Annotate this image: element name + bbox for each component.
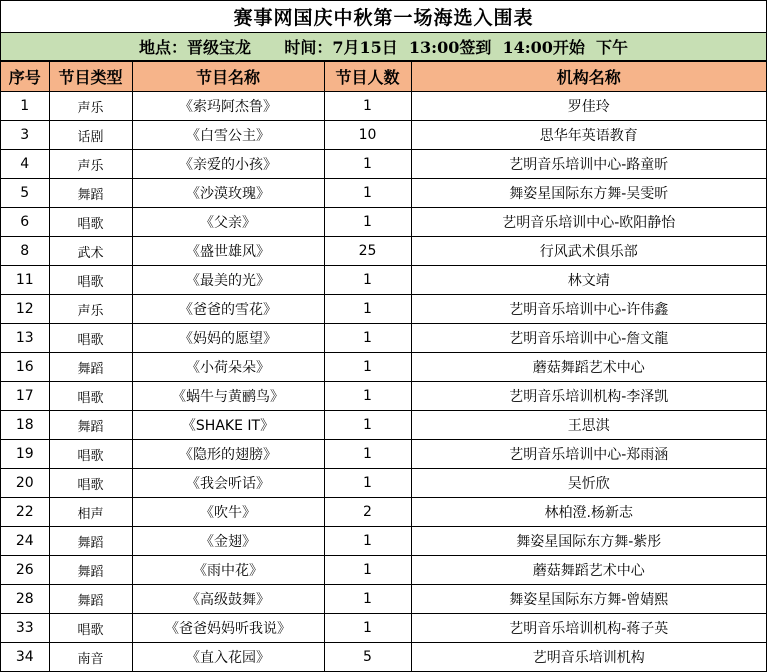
table-row bbox=[1, 353, 766, 382]
cell-program-name: 《白雪公主》 bbox=[132, 121, 324, 150]
cell-org: 王思淇 bbox=[411, 411, 766, 440]
cell-count: 1 bbox=[324, 440, 411, 469]
cell-org: 舞姿星国际东方舞-吴雯昕 bbox=[411, 179, 766, 208]
cell-program-name: 《金翅》 bbox=[132, 527, 324, 556]
cell-no: 8 bbox=[1, 237, 49, 266]
cell-no: 34 bbox=[1, 643, 49, 672]
cell-type: 唱歌 bbox=[49, 208, 132, 237]
table-row bbox=[1, 179, 766, 208]
table-row bbox=[1, 440, 766, 469]
cell-org: 艺明音乐培训机构-李泽凯 bbox=[411, 382, 766, 411]
cell-program-name: 《父亲》 bbox=[132, 208, 324, 237]
cell-program-name: 《吹牛》 bbox=[132, 498, 324, 527]
cell-org: 艺明音乐培训机构-蒋子英 bbox=[411, 614, 766, 643]
cell-org: 林柏澄.杨新志 bbox=[411, 498, 766, 527]
cell-program-name: 《沙漠玫瑰》 bbox=[132, 179, 324, 208]
cell-org: 舞姿星国际东方舞-曾婧熙 bbox=[411, 585, 766, 614]
cell-org: 行风武术俱乐部 bbox=[411, 237, 766, 266]
cell-no: 1 bbox=[1, 92, 49, 121]
cell-org: 艺明音乐培训中心-詹文龍 bbox=[411, 324, 766, 353]
cell-count: 1 bbox=[324, 585, 411, 614]
cell-program-name: 《爸爸妈妈听我说》 bbox=[132, 614, 324, 643]
header-no: 序号 bbox=[1, 62, 49, 92]
cell-org: 林文靖 bbox=[411, 266, 766, 295]
cell-org: 蘑菇舞蹈艺术中心 bbox=[411, 556, 766, 585]
cell-program-name: 《爸爸的雪花》 bbox=[132, 295, 324, 324]
cell-program-name: 《高级鼓舞》 bbox=[132, 585, 324, 614]
title-row bbox=[1, 1, 766, 33]
cell-program-name: 《蜗牛与黄鹂鸟》 bbox=[132, 382, 324, 411]
table-row bbox=[1, 382, 766, 411]
table-row bbox=[1, 614, 766, 643]
cell-count: 2 bbox=[324, 498, 411, 527]
table-row bbox=[1, 324, 766, 353]
table-row bbox=[1, 266, 766, 295]
cell-type: 唱歌 bbox=[49, 266, 132, 295]
header-org: 机构名称 bbox=[411, 62, 766, 92]
cell-type: 武术 bbox=[49, 237, 132, 266]
cell-program-name: 《亲爱的小孩》 bbox=[132, 150, 324, 179]
cell-program-name: 《我会听话》 bbox=[132, 469, 324, 498]
info-row bbox=[1, 33, 766, 61]
header-row bbox=[1, 62, 766, 92]
cell-program-name: 《索玛阿杰鲁》 bbox=[132, 92, 324, 121]
header-count: 节目人数 bbox=[324, 62, 411, 92]
cell-count: 1 bbox=[324, 208, 411, 237]
cell-no: 18 bbox=[1, 411, 49, 440]
cell-count: 1 bbox=[324, 92, 411, 121]
cell-count: 1 bbox=[324, 353, 411, 382]
cell-type: 声乐 bbox=[49, 92, 132, 121]
cell-org: 思华年英语教育 bbox=[411, 121, 766, 150]
table-row bbox=[1, 585, 766, 614]
cell-no: 20 bbox=[1, 469, 49, 498]
cell-no: 13 bbox=[1, 324, 49, 353]
table-row bbox=[1, 150, 766, 179]
cell-no: 16 bbox=[1, 353, 49, 382]
cell-no: 11 bbox=[1, 266, 49, 295]
cell-program-name: 《盛世雄风》 bbox=[132, 237, 324, 266]
cell-type: 声乐 bbox=[49, 150, 132, 179]
sheet-title: 赛事网国庆中秋第一场海选入围表 bbox=[233, 7, 534, 29]
table-row bbox=[1, 121, 766, 150]
cell-program-name: 《妈妈的愿望》 bbox=[132, 324, 324, 353]
cell-count: 1 bbox=[324, 150, 411, 179]
cell-no: 24 bbox=[1, 527, 49, 556]
cell-type: 舞蹈 bbox=[49, 353, 132, 382]
cell-count: 1 bbox=[324, 382, 411, 411]
table-row bbox=[1, 527, 766, 556]
cell-count: 1 bbox=[324, 614, 411, 643]
cell-type: 舞蹈 bbox=[49, 179, 132, 208]
table-row bbox=[1, 237, 766, 266]
cell-type: 舞蹈 bbox=[49, 411, 132, 440]
cell-count: 1 bbox=[324, 527, 411, 556]
cell-program-name: 《小荷朵朵》 bbox=[132, 353, 324, 382]
header-type: 节目类型 bbox=[49, 62, 132, 92]
cell-no: 17 bbox=[1, 382, 49, 411]
cell-no: 33 bbox=[1, 614, 49, 643]
table-row bbox=[1, 469, 766, 498]
cell-count: 1 bbox=[324, 469, 411, 498]
cell-type: 唱歌 bbox=[49, 382, 132, 411]
cell-count: 5 bbox=[324, 643, 411, 672]
cell-count: 1 bbox=[324, 556, 411, 585]
cell-count: 1 bbox=[324, 411, 411, 440]
cell-type: 舞蹈 bbox=[49, 527, 132, 556]
table-row bbox=[1, 295, 766, 324]
shortlist-table bbox=[1, 61, 766, 672]
cell-no: 3 bbox=[1, 121, 49, 150]
cell-count: 1 bbox=[324, 324, 411, 353]
cell-type: 相声 bbox=[49, 498, 132, 527]
cell-program-name: 《直入花园》 bbox=[132, 643, 324, 672]
cell-no: 4 bbox=[1, 150, 49, 179]
cell-org: 艺明音乐培训机构 bbox=[411, 643, 766, 672]
cell-count: 1 bbox=[324, 295, 411, 324]
cell-org: 艺明音乐培训中心-郑雨涵 bbox=[411, 440, 766, 469]
cell-no: 5 bbox=[1, 179, 49, 208]
cell-type: 南音 bbox=[49, 643, 132, 672]
cell-org: 蘑菇舞蹈艺术中心 bbox=[411, 353, 766, 382]
cell-org: 吴忻欣 bbox=[411, 469, 766, 498]
cell-program-name: 《SHAKE IT》 bbox=[132, 411, 324, 440]
cell-org: 罗佳玲 bbox=[411, 92, 766, 121]
cell-no: 6 bbox=[1, 208, 49, 237]
cell-type: 声乐 bbox=[49, 295, 132, 324]
cell-org: 艺明音乐培训中心-许伟鑫 bbox=[411, 295, 766, 324]
cell-no: 12 bbox=[1, 295, 49, 324]
cell-type: 话剧 bbox=[49, 121, 132, 150]
cell-no: 22 bbox=[1, 498, 49, 527]
cell-count: 1 bbox=[324, 266, 411, 295]
cell-type: 唱歌 bbox=[49, 324, 132, 353]
cell-no: 28 bbox=[1, 585, 49, 614]
cell-count: 1 bbox=[324, 179, 411, 208]
cell-type: 舞蹈 bbox=[49, 556, 132, 585]
cell-program-name: 《雨中花》 bbox=[132, 556, 324, 585]
table-row bbox=[1, 498, 766, 527]
cell-type: 舞蹈 bbox=[49, 585, 132, 614]
cell-no: 26 bbox=[1, 556, 49, 585]
cell-type: 唱歌 bbox=[49, 469, 132, 498]
cell-no: 19 bbox=[1, 440, 49, 469]
cell-type: 唱歌 bbox=[49, 440, 132, 469]
cell-count: 25 bbox=[324, 237, 411, 266]
cell-program-name: 《最美的光》 bbox=[132, 266, 324, 295]
cell-type: 唱歌 bbox=[49, 614, 132, 643]
table-row bbox=[1, 643, 766, 672]
header-name: 节目名称 bbox=[132, 62, 324, 92]
cell-org: 艺明音乐培训中心-路童昕 bbox=[411, 150, 766, 179]
table-row bbox=[1, 208, 766, 237]
table-row bbox=[1, 92, 766, 121]
table-row bbox=[1, 556, 766, 585]
cell-org: 艺明音乐培训中心-欧阳静怡 bbox=[411, 208, 766, 237]
cell-program-name: 《隐形的翅膀》 bbox=[132, 440, 324, 469]
table-row bbox=[1, 411, 766, 440]
cell-count: 10 bbox=[324, 121, 411, 150]
event-info: 地点：晋级宝龙 时间：7月15日 13:00签到 14:00开始 下午 bbox=[138, 38, 629, 57]
cell-org: 舞姿星国际东方舞-紫彤 bbox=[411, 527, 766, 556]
